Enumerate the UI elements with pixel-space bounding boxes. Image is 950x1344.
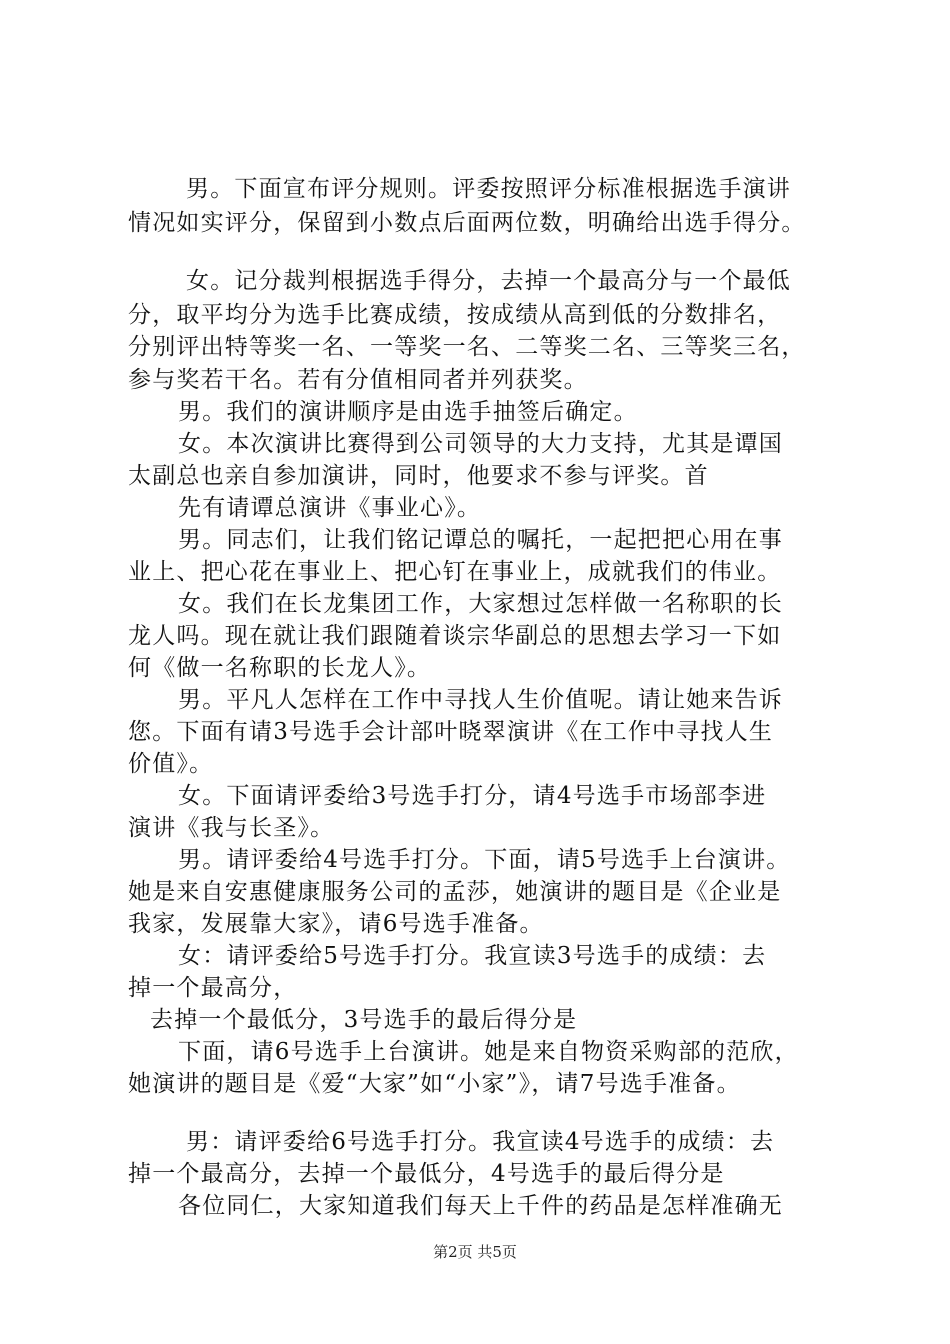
page-footer: 第2页 共5页	[433, 1243, 517, 1261]
text-line: 女：请评委给5号选手打分。我宣读3号选手的成绩：去	[178, 943, 767, 969]
text-line: 去掉一个最低分，3号选手的最后得分是	[150, 1007, 578, 1033]
text-line: 太副总也亲自参加演讲，同时，他要求不参与评奖。首	[128, 463, 709, 489]
text-line: 掉一个最高分，去掉一个最低分，4号选手的最后得分是	[128, 1161, 725, 1187]
text-line: 参与奖若干名。若有分值相同者并列获奖。	[128, 367, 588, 393]
text-line: 女。我们在长龙集团工作，大家想过怎样做一名称职的长	[178, 591, 783, 617]
text-line: 男。同志们，让我们铭记谭总的嘱托，一起把把心用在事	[178, 527, 783, 553]
text-line: 下面，请6号选手上台演讲。她是来自物资采购部的范欣，	[178, 1039, 799, 1065]
text-line: 分，取平均分为选手比赛成绩，按成绩从高到低的分数排名，	[128, 302, 782, 328]
text-line: 女。下面请评委给3号选手打分，请4号选手市场部李进	[178, 783, 767, 809]
text-line: 各位同仁，大家知道我们每天上千件的药品是怎样准确无	[178, 1193, 783, 1219]
text-line: 男：请评委给6号选手打分。我宣读4号选手的成绩：去	[186, 1129, 775, 1155]
text-line: 女。记分裁判根据选手得分，去掉一个最高分与一个最低	[186, 268, 791, 294]
text-line: 龙人吗。现在就让我们跟随着谈宗华副总的思想去学习一下如	[128, 623, 782, 649]
text-line: 价值》。	[128, 751, 214, 777]
text-line: 您。下面有请3号选手会计部叶晓翠演讲《在工作中寻找人生	[128, 719, 774, 745]
text-line: 演讲《我与长圣》。	[128, 815, 335, 841]
text-line: 何《做一名称职的长龙人》。	[128, 655, 432, 681]
text-line: 我家，发展靠大家》，请6号选手准备。	[128, 911, 544, 937]
text-line: 业上、把心花在事业上、把心钉在事业上，成就我们的伟业。	[128, 559, 782, 585]
text-line: 她演讲的题目是《爱“大家”如“小家”》，请7号选手准备。	[128, 1071, 741, 1097]
text-line: 女。本次演讲比赛得到公司领导的大力支持，尤其是谭国	[178, 431, 783, 457]
text-line: 她是来自安惠健康服务公司的孟莎，她演讲的题目是《企业是	[128, 879, 782, 905]
text-line: 男。请评委给4号选手打分。下面，请5号选手上台演讲。	[178, 847, 791, 873]
text-line: 男。下面宣布评分规则。评委按照评分标准根据选手演讲	[186, 176, 791, 202]
text-line: 情况如实评分，保留到小数点后面两位数，明确给出选手得分。	[128, 210, 806, 236]
text-line: 男。我们的演讲顺序是由选手抽签后确定。	[178, 399, 638, 425]
text-line: 掉一个最高分，	[128, 975, 298, 1001]
text-line: 先有请谭总演讲《事业心》。	[178, 495, 482, 521]
text-line: 分别评出特等奖一名、一等奖一名、二等奖二名、三等奖三名，	[128, 334, 806, 360]
text-line: 男。平凡人怎样在工作中寻找人生价值呢。请让她来告诉	[178, 687, 783, 713]
